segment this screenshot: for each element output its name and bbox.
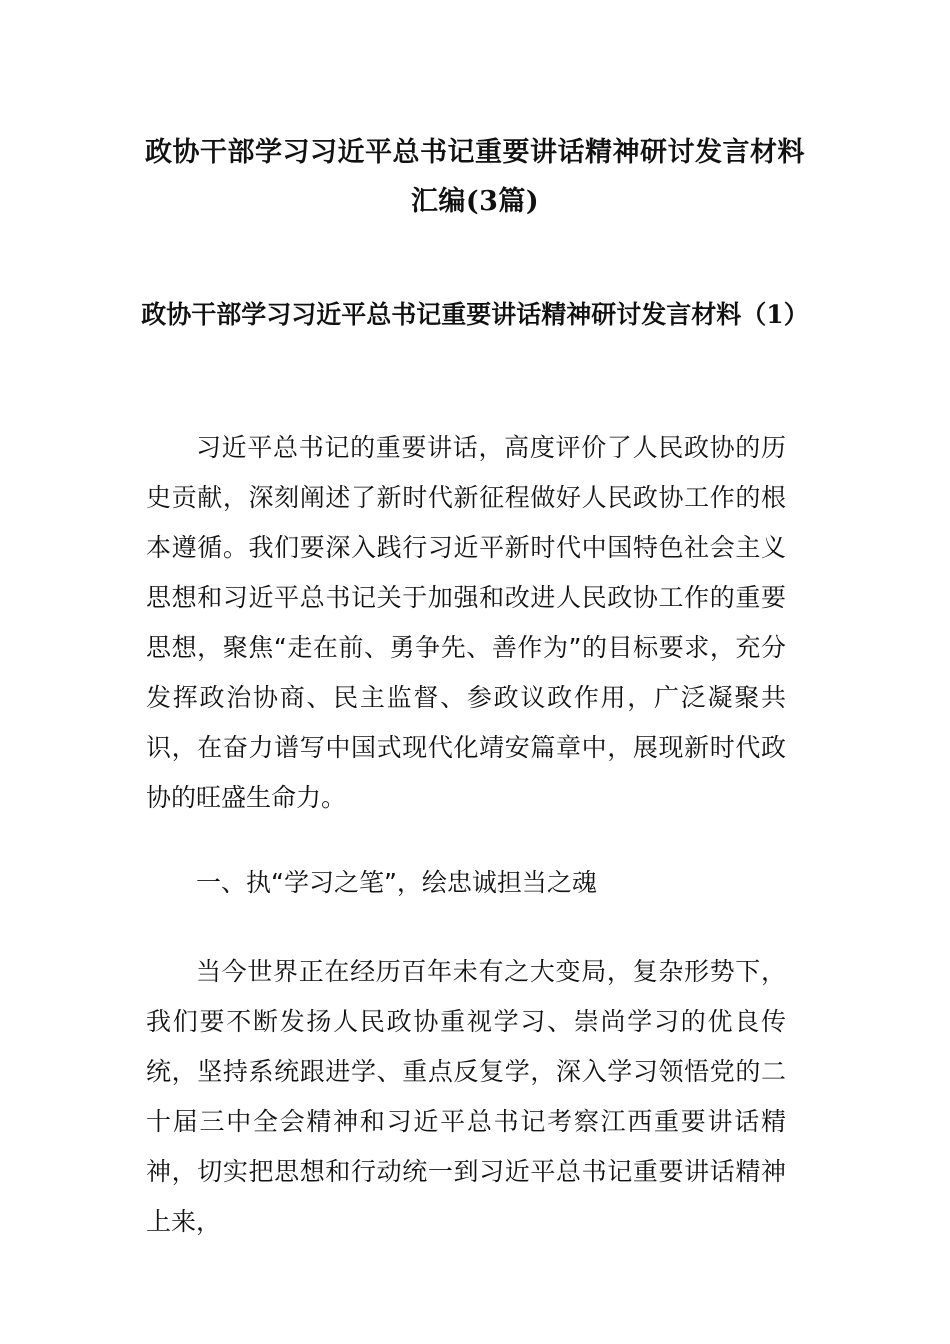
article-title: 政协干部学习习近平总书记重要讲话精神研讨发言材料（1）	[141, 300, 809, 329]
section-1-paragraph: 当今世界正在经历百年未有之大变局，复杂形势下，我们要不断发扬人民政协重视学习、崇尚学习的优良传统，坚持系统跟进学、重点反复学，深入学习领悟党的二十届三中全会精神和习近平总书记考察江西重要讲话精神，切实把思想和行动统一到习近平总书记重要讲话精神上来，	[146, 957, 786, 1236]
section-heading-1: 一、执“学习之笔”，绘忠诚担当之魂	[196, 868, 597, 897]
intro-paragraph: 习近平总书记的重要讲话，高度评价了人民政协的历史贡献，深刻阐述了新时代新征程做好人民政协工作的根本遵循。我们要深入践行习近平新时代中国特色社会主义思想和习近平总书记关于加强和改进人民政协工作的重要思想，聚焦“走在前、勇争先、善作为”的目标要求，充分发挥政治协商、民主监督、参政议政作用，广泛凝聚共识，在奋力谱写中国式现代化靖安篇章中，展现新时代政协的旺盛生命力。	[146, 433, 786, 812]
document-main-title: 政协干部学习习近平总书记重要讲话精神研讨发言材料汇编(3篇)	[145, 137, 805, 217]
